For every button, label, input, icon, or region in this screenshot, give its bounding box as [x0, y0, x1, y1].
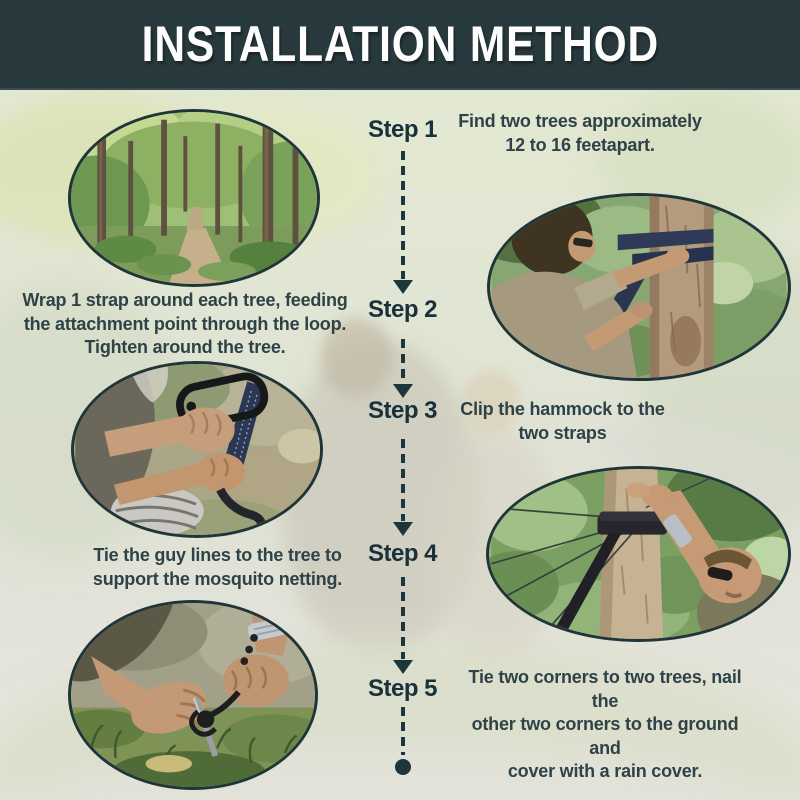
- arrow-dash-line: [401, 339, 405, 383]
- arrow-dash-line: [401, 151, 405, 279]
- dashed-arrow-down-2: [392, 339, 414, 398]
- page-title: INSTALLATION METHOD: [141, 16, 659, 72]
- step4-photo-oval: [486, 466, 791, 642]
- arrow-head-icon: [393, 660, 413, 674]
- step5-photo-oval: [68, 600, 318, 790]
- text-line: Clip the hammock to the: [460, 399, 665, 419]
- arrow-dash-line: [401, 439, 405, 521]
- ground-stake-illustration: [71, 603, 315, 787]
- text-line: Find two trees approximately: [458, 111, 702, 131]
- step4-description: [55, 544, 380, 591]
- arrow-head-icon: [393, 522, 413, 536]
- text-line: Tie the guy lines to the tree to: [93, 545, 342, 565]
- header-banner: [0, 0, 800, 90]
- text-line: Wrap 1 strap around each tree, feeding: [22, 290, 348, 310]
- carabiner-clip-illustration: [74, 364, 320, 535]
- step2-photo-oval: [487, 193, 791, 381]
- dashed-arrow-down-3: [392, 439, 414, 536]
- step-label-5: Step 5: [367, 675, 438, 702]
- text-line: Tie two corners to two trees, nail the: [468, 667, 742, 711]
- step3-photo-oval: [71, 361, 323, 538]
- dashed-line-end: [392, 707, 414, 775]
- step-label-1: Step 1: [367, 116, 438, 143]
- guy-lines-illustration: [489, 469, 788, 639]
- arrow-dash-line: [401, 577, 405, 659]
- arrow-head-icon: [393, 280, 413, 294]
- tree-trunk: [650, 196, 714, 378]
- text-line: support the mosquito netting.: [92, 568, 343, 589]
- dashed-arrow-down-1: [392, 151, 414, 294]
- step-label-3: Step 3: [367, 397, 438, 424]
- text-line: other two corners to the ground and: [471, 714, 739, 758]
- text-line: Tighten around the tree.: [84, 337, 286, 357]
- text-line: cover with a rain cover.: [507, 761, 703, 781]
- step1-photo-oval: [68, 109, 320, 287]
- forest-illustration: [71, 112, 317, 284]
- step1-description: [450, 110, 710, 157]
- arrow-head-icon: [393, 384, 413, 398]
- step-label-4: Step 4: [367, 540, 438, 567]
- strap-around-tree-illustration: [490, 196, 788, 378]
- step3-description: [440, 398, 685, 445]
- arrow-dash-line: [401, 707, 405, 755]
- flow-end-dot-icon: [395, 759, 411, 775]
- text-line: two straps: [518, 422, 607, 443]
- text-line: the attachment point through the loop.: [23, 313, 347, 334]
- text-line: 12 to 16 feetapart.: [505, 134, 655, 155]
- step2-description: [20, 289, 350, 360]
- dashed-arrow-down-4: [392, 577, 414, 674]
- step-label-2: Step 2: [367, 296, 438, 323]
- step5-description: [455, 666, 755, 784]
